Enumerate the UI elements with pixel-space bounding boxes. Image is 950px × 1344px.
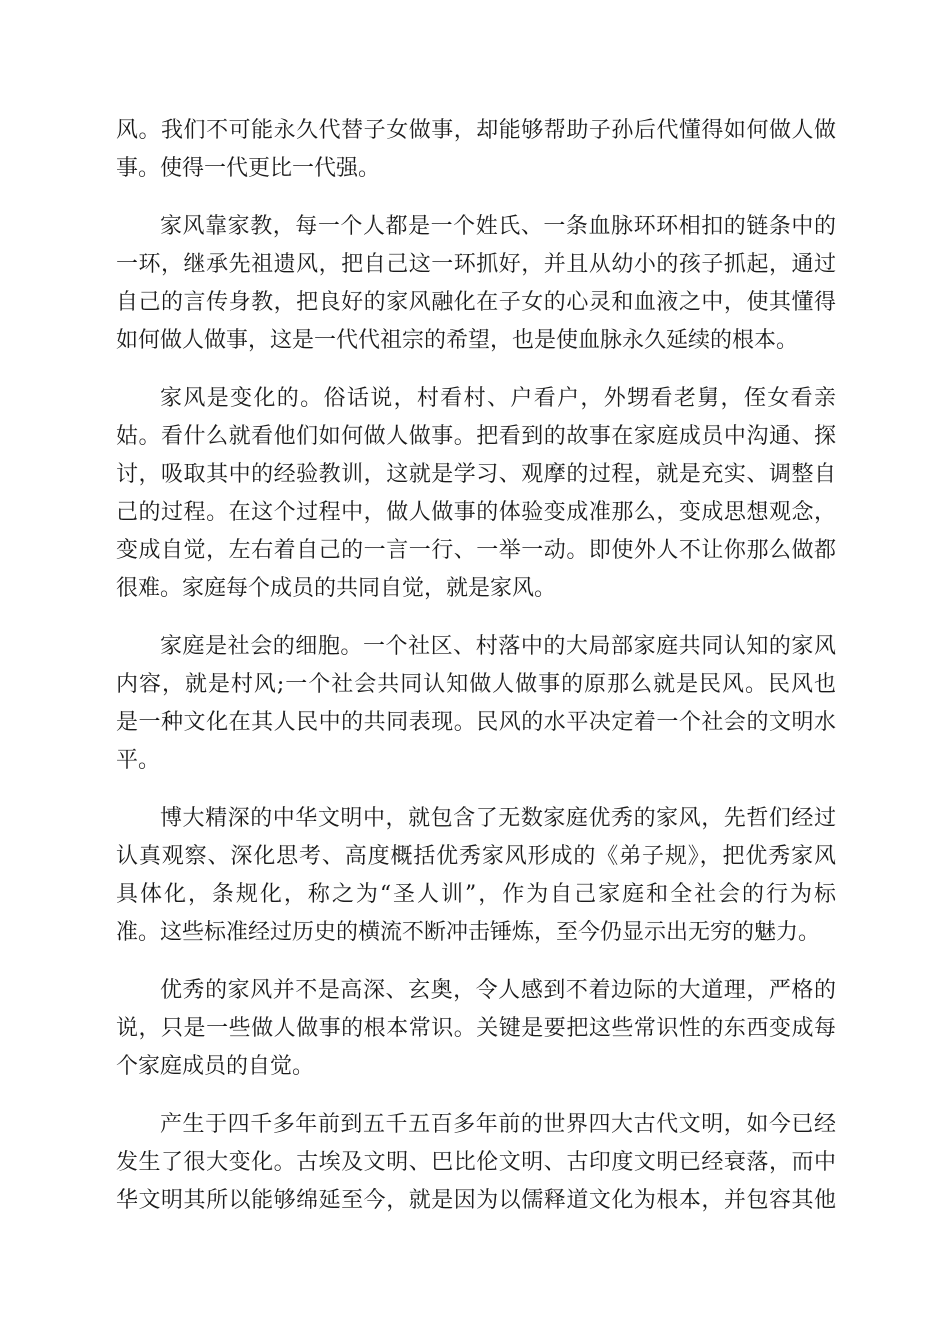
- text-line: 一环，继承先祖遗风，把自己这一环抓好，并且从幼小的孩子抓起，通过: [116, 252, 836, 277]
- text-line: 是一种文化在其人民中的共同表现。民风的水平决定着一个社会的文明水: [116, 710, 836, 735]
- text-line: 家风靠家教，每一个人都是一个姓氏、一条血脉环环相扣的链条中的: [160, 214, 836, 239]
- paragraph-4: [116, 628, 836, 780]
- text-line: 具体化，条规化，称之为“圣人训”，作为自己家庭和全社会的行为标: [116, 882, 836, 907]
- text-line: 认真观察、深化思考、高度概括优秀家风形成的《弟子规》，把优秀家风: [116, 844, 836, 869]
- text-line: 家庭是社会的细胞。一个社区、村落中的大局部家庭共同认知的家风: [160, 634, 836, 659]
- text-line: 姑。看什么就看他们如何做人做事。把看到的故事在家庭成员中沟通、探: [116, 424, 836, 449]
- text-line: 事。使得一代更比一代强。: [116, 156, 381, 181]
- text-line: 变成自觉，左右着自己的一言一行、一举一动。即使外人不让你那么做都: [116, 538, 836, 563]
- text-line: 华文明其所以能够绵延至今，就是因为以儒释道文化为根本，并包容其他: [116, 1188, 836, 1213]
- text-line: 博大精深的中华文明中，就包含了无数家庭优秀的家风，先哲们经过: [160, 806, 836, 831]
- paragraph-5: [116, 800, 836, 952]
- text-line: 如何做人做事，这是一代代祖宗的希望，也是使血脉永久延续的根本。: [116, 328, 799, 353]
- paragraph-1: [116, 112, 836, 188]
- text-line: 自己的言传身教，把良好的家风融化在子女的心灵和血液之中，使其懂得: [116, 290, 836, 315]
- text-line: 己的过程。在这个过程中，做人做事的体验变成准那么，变成思想观念，: [116, 500, 836, 525]
- text-line: 产生于四千多年前到五千五百多年前的世界四大古代文明，如今已经: [160, 1112, 836, 1137]
- text-line: 家风是变化的。俗话说，村看村、户看户，外甥看老舅，侄女看亲: [160, 386, 836, 411]
- text-line: 说，只是一些做人做事的根本常识。关键是要把这些常识性的东西变成每: [116, 1016, 836, 1041]
- text-line: 内容，就是村风;一个社会共同认知做人做事的原那么就是民风。民风也: [116, 672, 836, 697]
- text-line: 发生了很大变化。古埃及文明、巴比伦文明、古印度文明已经衰落，而中: [116, 1150, 836, 1175]
- paragraph-3: [116, 380, 836, 608]
- document-page: [116, 112, 836, 1240]
- text-line: 很难。家庭每个成员的共同自觉，就是家风。: [116, 576, 557, 601]
- text-line: 准。这些标准经过历史的横流不断冲击锤炼，至今仍显示出无穷的魅力。: [116, 920, 821, 945]
- text-line: 平。: [116, 748, 161, 773]
- text-line: 风。我们不可能永久代替子女做事，却能够帮助子孙后代懂得如何做人做: [116, 118, 836, 143]
- text-line: 个家庭成员的自觉。: [116, 1054, 315, 1079]
- text-line: 优秀的家风并不是高深、玄奥，令人感到不着边际的大道理，严格的: [160, 978, 836, 1003]
- paragraph-2: [116, 208, 836, 360]
- text-line: 讨，吸取其中的经验教训，这就是学习、观摩的过程，就是充实、调整自: [116, 462, 836, 487]
- paragraph-6: [116, 972, 836, 1086]
- paragraph-7: [116, 1106, 836, 1220]
